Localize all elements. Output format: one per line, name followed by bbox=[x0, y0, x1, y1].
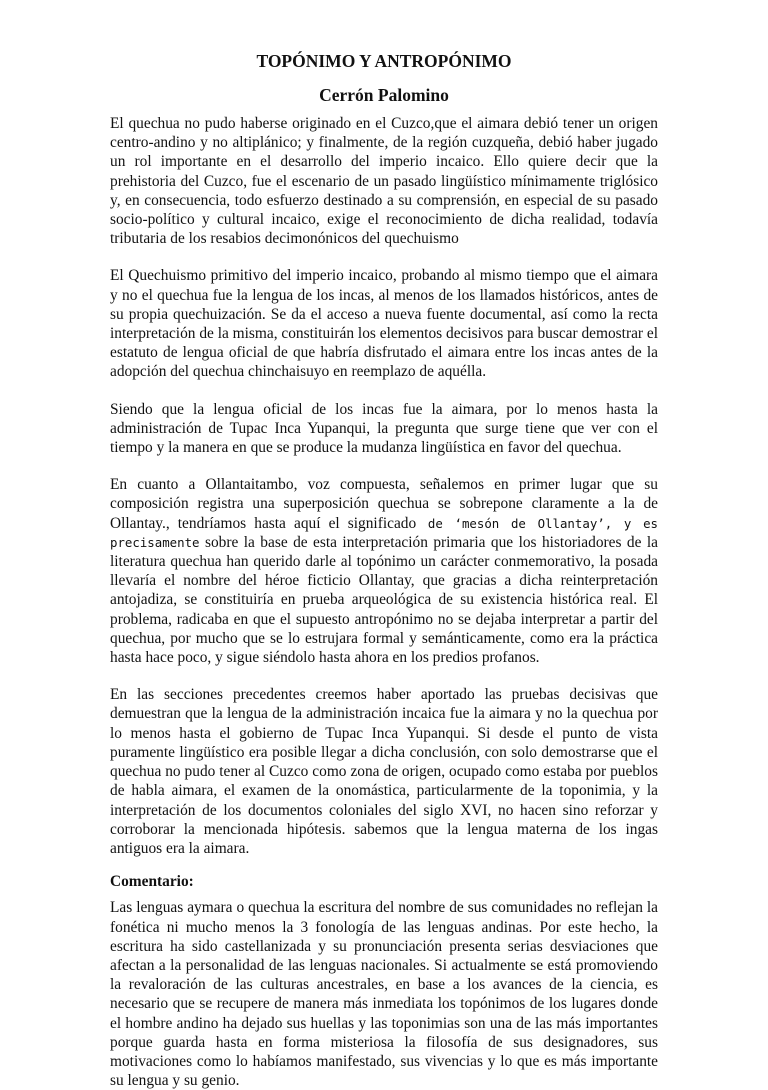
paragraph-4-part-3: sobre la base de esta interpretación primaria que los historiadores de la literatura quechua han querido darle al topónimo un carácter conmemorativo, la posada llevaría el nombre del héroe ficticio Ollantay, que gracias a dicha reinterpretación antojadiza, se constituiría en prueba arqueológica de su existencia histórica real. El problema, radicaba en que el supuesto antropónimo no se dejaba interpretar a partir del quechua, por mucho que se lo estrujara formal y semánticamente, como era la práctica hasta hace poco, y sigue siéndolo hasta ahora en los predios profanos. bbox=[110, 533, 658, 667]
paragraph-4-mono-fragment: de ‘mesón de Ollantay’, y es precisamente bbox=[110, 515, 658, 550]
document-title: TOPÓNIMO Y ANTROPÓNIMO bbox=[256, 51, 512, 71]
document-author: Cerrón Palomino bbox=[319, 85, 449, 105]
paragraph-3: Siendo que la lengua oficial de los incas fue la aimara, por lo menos hasta la administración de Tupac Inca Yupanqui, la pregunta que surge tiene que ver con el tiempo y la manera en que se produce la mudanza lingüística en favor del quechua. bbox=[110, 400, 658, 457]
paragraph-5: En las secciones precedentes creemos haber aportado las pruebas decisivas que demuestran que la lengua de la administración incaica fue la aimara y no la quechua por lo menos hasta el gobierno de Tupac Inca Yupanqui. Si desde el punto de vista puramente lingüístico era posible llegar a dicha conclusión, con solo demostrarse que el quechua no pudo tener al Cuzco como zona de origen, ocupado como estaba por pueblos de habla aimara, el examen de la onomástica, particularmente de la toponimia, y la interpretación de los documentos coloniales del siglo XVI, no hacen sino reforzar y corroborar la mencionada hipótesis. sabemos que la lengua materna de los ingas antiguos era la aimara. bbox=[110, 686, 658, 857]
paragraph-4 bbox=[110, 475, 658, 667]
paragraph-2: El Quechuismo primitivo del imperio incaico, probando al mismo tiempo que el aimara y no el quechua fue la lengua de los incas, al menos de los llamados históricos, antes de su propia quechuización. Se da el acceso a nueva fuente documental, así como la recta interpretación de la misma, constituirán los elementos decisivos para buscar demostrar el estatuto de lengua oficial de que habría disfrutado el aimara entre los incas antes de la adopción del quechua chinchaisuyo en reemplazo de aquélla. bbox=[110, 267, 658, 381]
paragraph-1: El quechua no pudo haberse originado en el Cuzco,que el aimara debió tener un origen centro-andino y no altiplánico; y finalmente, de la región cuzqueña, debió haber jugado un rol importante en el desarrollo del imperio incaico. Ello quiere decir que la prehistoria del Cuzco, fue el escenario de un pasado lingüístico mínimamente triglósico y, en consecuencia, todo esfuerzo destinado a su comprensión, en especial de su pasado socio-político y cultural incaico, exige el reconocimiento de dicha realidad, todavía tributaria de los resabios decimonónicos del quechuismo bbox=[110, 115, 658, 248]
paragraph-4-part-1: En cuanto a Ollantaitambo, voz compuesta, señalemos en primer lugar que su composición registra una superposición quechua se sobrepone claramente a la de Ollantay., tendríamos hasta aquí el significado bbox=[110, 476, 658, 532]
comment-paragraph: Las lenguas aymara o quechua la escritura del nombre de sus comunidades no reflejan la fonética ni mucho menos la 3 fonología de las lenguas andinas. Por este hecho, la escritura ha sido castellanizada y su pronunciación presenta serias desviaciones que afectan a la personalidad de las lenguas nacionales. Si actualmente se está promoviendo la revaloración de las culturas ancestrales, en base a los avances de la ciencia, es necesario que se recupere de manera más inmediata los topónimos de los lugares donde el hombre andino ha dejado sus huellas y las toponimias son una de las más importantes porque guarda hasta en forma misteriosa la filosofía de sus designadores, sus motivaciones como lo habíamos manifestado, sus vivencias y lo que es más importante su lengua y su genio. bbox=[110, 899, 658, 1090]
comment-heading: Comentario: bbox=[110, 873, 194, 891]
